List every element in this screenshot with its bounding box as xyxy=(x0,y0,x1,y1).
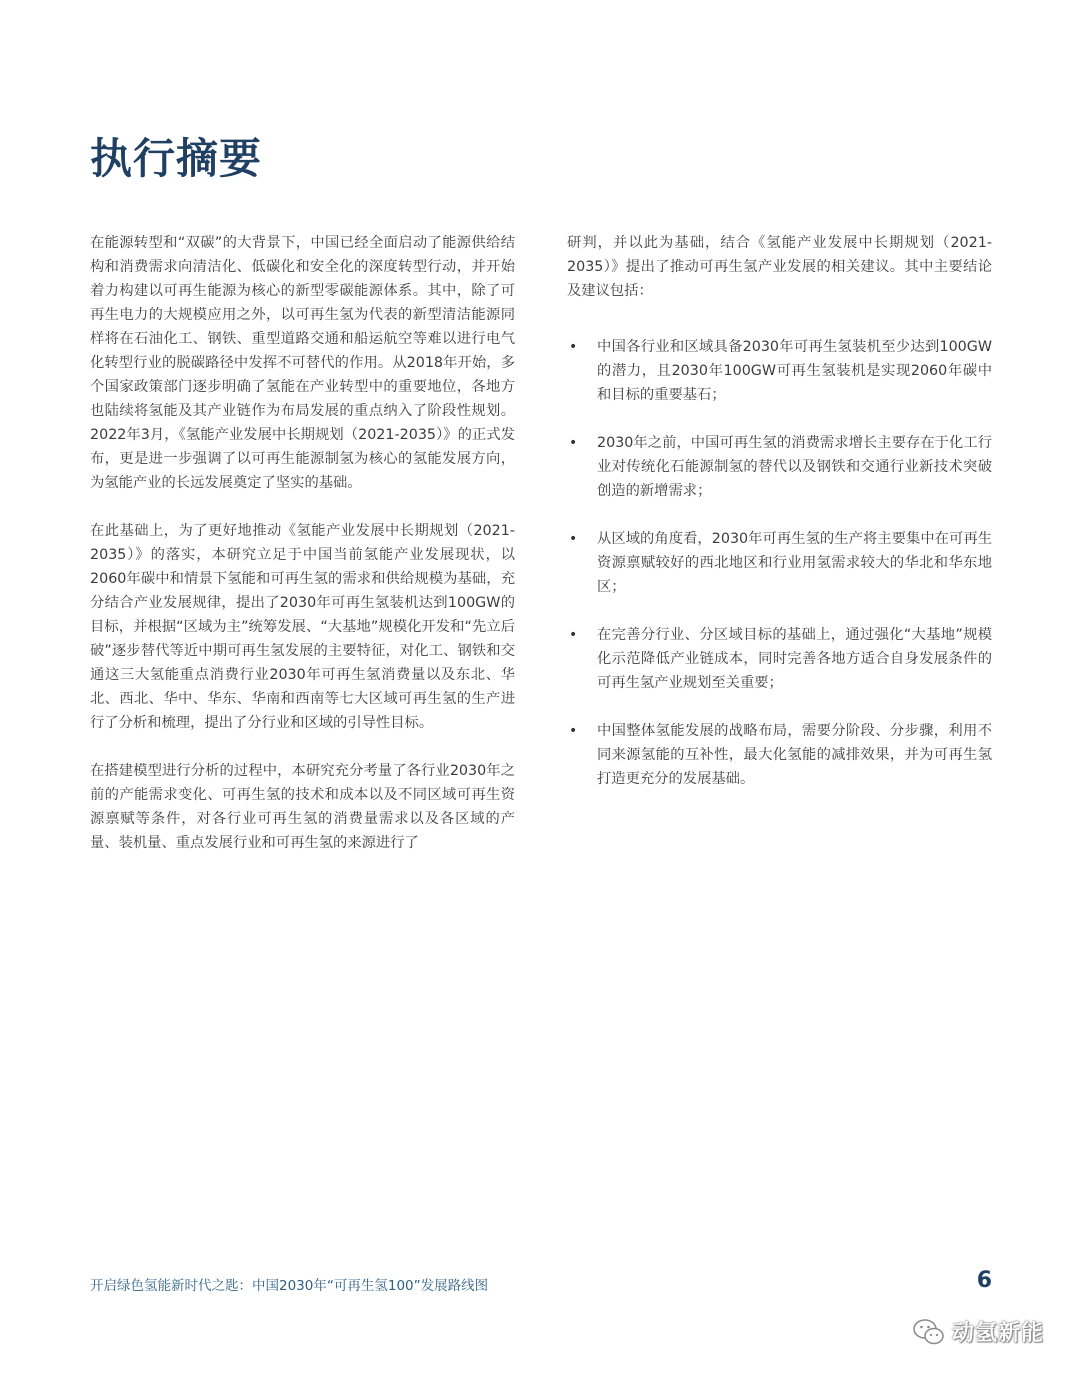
page-title: 执行摘要 xyxy=(90,134,263,183)
bullet-icon: • xyxy=(569,339,578,355)
bullet-icon: • xyxy=(569,627,578,643)
list-item-text: 中国各行业和区域具备2030年可再生氢装机至少达到100GW的潜力，且2030年100GW可再生氢装机是实现2060年碳中和目标的重要基石； xyxy=(597,339,992,403)
list-item xyxy=(567,719,992,791)
paragraph: 在此基础上，为了更好地推动《氢能产业发展中长期规划（2021-2035）》的落实，本研究立足于中国当前氢能产业发展现状，以2060年碳中和情景下氢能和可再生氢的需求和供给规模为基础，充分结合产业发展规律，提出了2030年可再生氢装机达到100GW的目标，并根据“区域为主”统筹发展、“大基地”规模化开发和“先立后破”逐步替代等近中期可再生氢发展的主要特征，对化工、钢铁和交通这三大氢能重点消费行业2030年可再生氢消费量以及东北、华北、西北、华中、华东、华南和西南等七大区域可再生氢的生产进行了分析和梳理，提出了分行业和区域的引导性目标。 xyxy=(90,523,515,731)
bullet-icon: • xyxy=(569,531,578,547)
wechat-icon xyxy=(912,1317,946,1347)
list-item-text: 中国整体氢能发展的战略布局，需要分阶段、分步骤，利用不同来源氢能的互补性，最大化氢能的减排效果，并为可再生氢打造更充分的发展基础。 xyxy=(597,723,992,787)
paragraph: 在搭建模型进行分析的过程中，本研究充分考量了各行业2030年之前的产能需求变化、可再生氢的技术和成本以及不同区域可再生资源禀赋等条件，对各行业可再生氢的消费量需求以及各区域的产量、装机量、重点发展行业和可再生氢的来源进行了 xyxy=(90,763,515,851)
list-item-text: 2030年之前，中国可再生氢的消费需求增长主要存在于化工行业对传统化石能源制氢的替代以及钢铁和交通行业新技术突破创造的新增需求； xyxy=(597,435,992,499)
list-item xyxy=(567,335,992,407)
bullet-icon: • xyxy=(569,723,578,739)
page-number: 6 xyxy=(976,1268,992,1293)
watermark xyxy=(912,1316,1044,1347)
watermark-text: 动氢新能 xyxy=(951,1321,1044,1346)
paragraph: 研判，并以此为基础，结合《氢能产业发展中长期规划（2021-2035）》提出了推动可再生氢产业发展的相关建议。其中主要结论及建议包括： xyxy=(567,235,992,299)
list-item-text: 从区域的角度看，2030年可再生氢的生产将主要集中在可再生资源禀赋较好的西北地区和行业用氢需求较大的华北和华东地区； xyxy=(597,531,992,595)
list-item xyxy=(567,431,992,503)
list-item-text: 在完善分行业、分区域目标的基础上，通过强化“大基地”规模化示范降低产业链成本，同时完善各地方适合自身发展条件的可再生氢产业规划至关重要； xyxy=(597,627,992,691)
list-item xyxy=(567,527,992,599)
left-column xyxy=(90,231,515,879)
footer-title: 开启绿色氢能新时代之匙：中国2030年“可再生氢100”发展路线图 xyxy=(90,1278,489,1294)
bullet-icon: • xyxy=(569,435,578,451)
conclusions-list xyxy=(567,335,992,791)
right-column xyxy=(567,231,992,815)
list-item xyxy=(567,623,992,695)
paragraph: 在能源转型和“双碳”的大背景下，中国已经全面启动了能源供给结构和消费需求向清洁化、低碳化和安全化的深度转型行动，并开始着力构建以可再生能源为核心的新型零碳能源体系。其中，除了可再生电力的大规模应用之外，以可再生氢为代表的新型清洁能源同样将在石油化工、钢铁、重型道路交通和船运航空等难以进行电气化转型行业的脱碳路径中发挥不可替代的作用。从2018年开始，多个国家政策部门逐步明确了氢能在产业转型中的重要地位，各地方也陆续将氢能及其产业链作为布局发展的重点纳入了阶段性规划。2022年3月，《氢能产业发展中长期规划（2021-2035）》的正式发布，更是进一步强调了以可再生能源制氢为核心的氢能发展方向，为氢能产业的长远发展奠定了坚实的基础。 xyxy=(90,235,515,491)
